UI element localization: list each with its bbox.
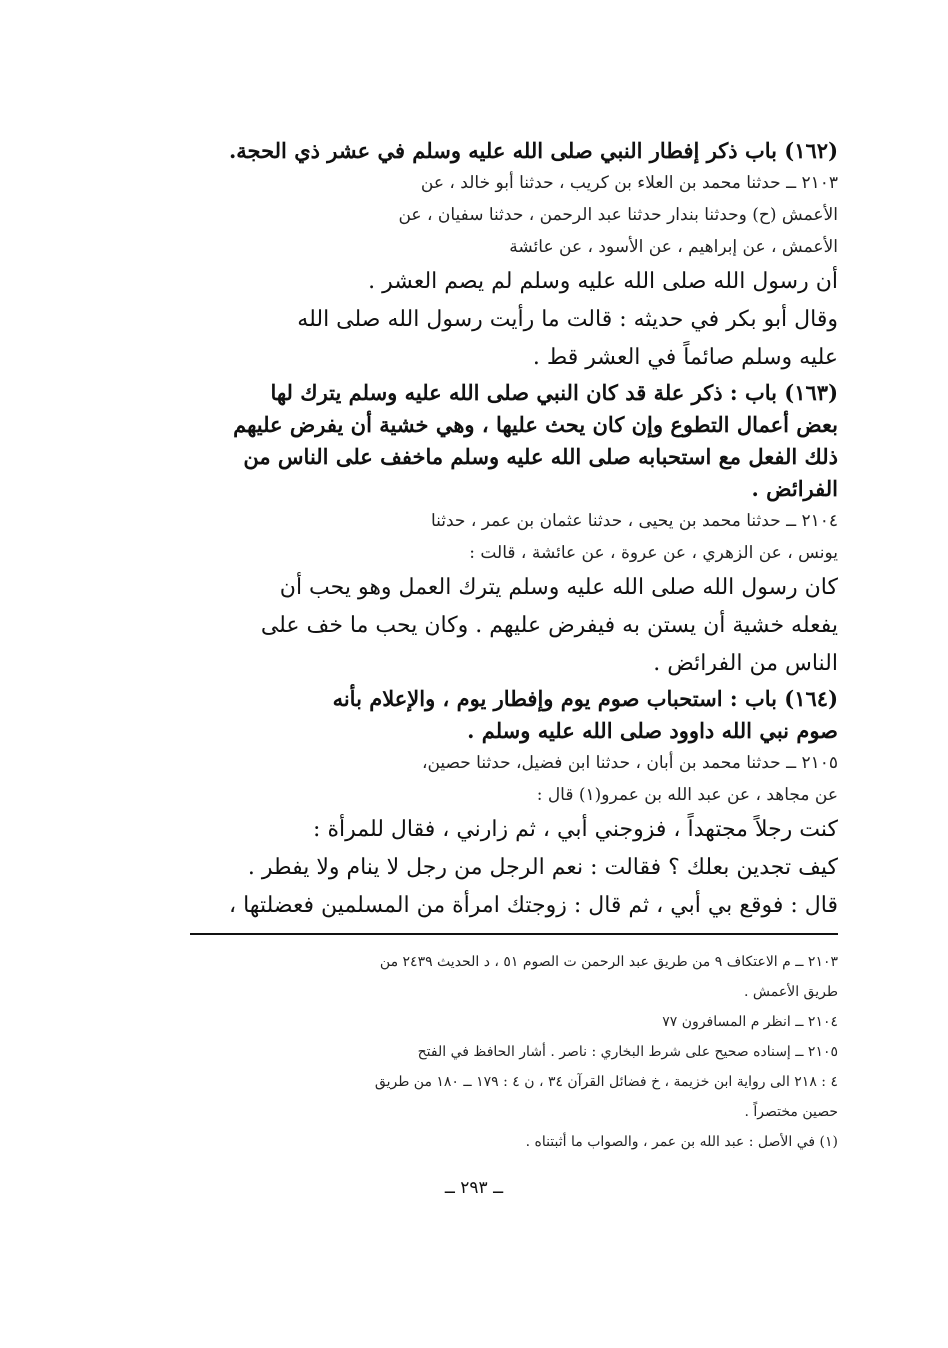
matn-line: كيف تجدين بعلك ؟ فقالت : نعم الرجل من رجل لا ينام ولا يفطر . xyxy=(247,855,838,880)
heading-line: ذلك الفعل مع استحبابه صلى الله عليه وسلم ماخفف على الناس من xyxy=(243,444,838,469)
matn-line: عليه وسلم صائماً في العشر قط . xyxy=(532,345,838,370)
heading-line: (١٦٤) باب : استحباب صوم يوم وإفطار يوم ، والإعلام بأنه xyxy=(332,686,838,711)
hadith-2105 xyxy=(190,747,838,925)
footnote-note-1: (١) في الأصل : عبد الله بن عمر ، والصواب ما أثبتناه . xyxy=(525,1134,838,1150)
chapter-heading-164 xyxy=(190,683,838,747)
isnad-line: عن مجاهد ، عن عبد الله بن عمرو(١) قال : xyxy=(536,785,838,805)
isnad-line: الأعمش (ح) وحدثنا بندار حدثنا عبد الرحمن ، حدثنا سفيان ، عن xyxy=(398,205,838,225)
footnote-2105-cont: ٤ : ٢١٨ الى رواية ابن خزيمة ، خ فضائل القرآن ٣٤ ، ن ٤ : ١٧٩ ــ ١٨٠ من طريق xyxy=(374,1074,838,1090)
footnote-divider xyxy=(190,933,838,935)
footnote-2103-cont: طريق الأعمش . xyxy=(744,984,838,1000)
hadith-2104 xyxy=(190,505,838,683)
isnad-line: ٢١٠٣ ــ حدثنا محمد بن العلاء بن كريب ، حدثنا أبو خالد ، عن xyxy=(420,173,838,193)
footnote-2105-cont: حصين مختصراً . xyxy=(744,1104,838,1120)
footnote-2104: ٢١٠٤ ــ انظر م المسافرون ٧٧ xyxy=(662,1014,838,1030)
isnad-line: ٢١٠٥ ــ حدثنا محمد بن أبان ، حدثنا ابن فضيل، حدثنا حصين، xyxy=(421,753,838,773)
page-body xyxy=(190,135,838,1157)
matn-line: يفعله خشية أن يستن به فيفرض عليهم . وكان يحب ما خف على xyxy=(260,613,838,638)
isnad-line: ٢١٠٤ ــ حدثنا محمد بن يحيى ، حدثنا عثمان بن عمر ، حدثنا xyxy=(430,511,838,531)
matn-line: الناس من الفرائض . xyxy=(653,651,838,676)
heading-line: (١٦٣) باب : ذكر علة قد كان النبي صلى الله عليه وسلم يترك لها xyxy=(270,380,838,405)
heading-line: الفرائض . xyxy=(751,476,838,501)
footnote-2103: ٢١٠٣ ــ م الاعتكاف ٩ من طريق عبد الرحمن ت الصوم ٥١ ، د الحديث ٢٤٣٩ من xyxy=(379,954,838,970)
matn-line: أن رسول الله صلى الله عليه وسلم لم يصم العشر . xyxy=(368,269,838,294)
isnad-line: يونس ، عن الزهري ، عن عروة ، عن عائشة ، قالت : xyxy=(469,543,838,563)
matn-line: وقال أبو بكر في حديثه : قالت ما رأيت رسول الله صلى الله xyxy=(297,307,838,332)
footnote-2105: ٢١٠٥ ــ إسناده صحيح على شرط البخاري : ناصر . أشار الحافظ في الفتح xyxy=(417,1044,838,1060)
page-number: ــ ٢٩٣ ــ xyxy=(444,1178,504,1198)
matn-line: كان رسول الله صلى الله عليه وسلم يترك العمل وهو يحب أن xyxy=(279,575,838,600)
chapter-heading-162: (١٦٢) باب ذكر إفطار النبي صلى الله عليه وسلم في عشر ذي الحجة. xyxy=(228,138,838,163)
chapter-heading-163 xyxy=(190,377,838,505)
isnad-line: الأعمش ، عن إبراهيم ، عن الأسود ، عن عائشة xyxy=(509,237,838,257)
matn-line: كنت رجلاً مجتهداً ، فزوجني أبي ، ثم زارني ، فقال للمرأة : xyxy=(313,817,838,842)
hadith-2103 xyxy=(190,167,838,377)
heading-line: بعض أعمال التطوع وإن كان يحث عليها ، وهي خشية أن يفرض عليهم xyxy=(233,412,838,437)
matn-line: قال : فوقع بي أبي ، ثم قال : زوجتك امرأة من المسلمين فعضلتها ، xyxy=(229,893,838,918)
footnotes xyxy=(190,947,838,1157)
heading-line: صوم نبي الله داوود صلى الله عليه وسلم . xyxy=(467,718,838,743)
